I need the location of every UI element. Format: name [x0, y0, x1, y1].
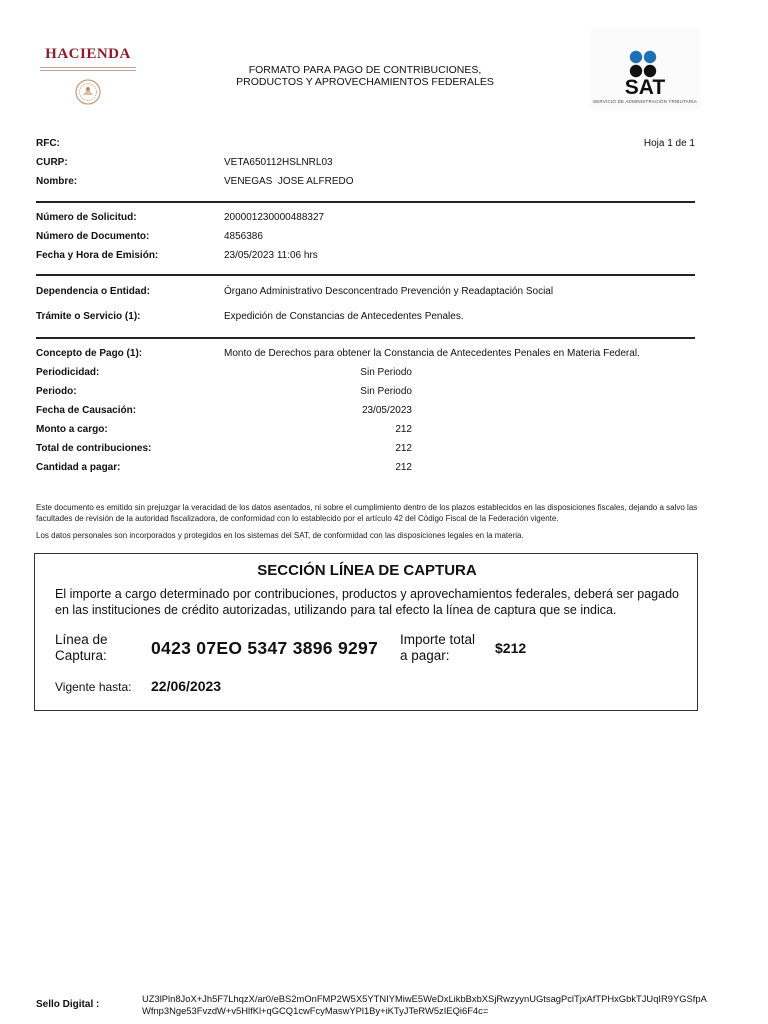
- capture-description: El importe a cargo determinado por contribuciones, productos y aprovechamientos federales, deberá ser pagado en las instituciones de crédito autorizadas, utilizando para tal efecto la línea de captura que se indica.: [55, 587, 679, 617]
- emision-label: Fecha y Hora de Emisión:: [36, 250, 159, 261]
- total-label: Total de contribuciones:: [36, 443, 152, 454]
- monto-label: Monto a cargo:: [36, 424, 108, 435]
- nombre-value: VENEGAS JOSE ALFREDO: [224, 176, 354, 187]
- sat-logo: [590, 28, 700, 110]
- dependencia-value: Órgano Administrativo Desconcentrado Prevención y Readaptación Social: [224, 286, 554, 297]
- curp-value: VETA650112HSLNRL03: [224, 157, 333, 168]
- dependencia-label: Dependencia o Entidad:: [36, 286, 150, 297]
- tramite-label: Trámite o Servicio (1):: [36, 311, 141, 322]
- sat-logo-text: SAT: [624, 76, 666, 99]
- capture-section: [34, 553, 698, 711]
- documento-label: Número de Documento:: [36, 231, 150, 242]
- concepto-value: Monto de Derechos para obtener la Constancia de Antecedentes Penales en Materia Federal.: [224, 348, 640, 359]
- mexico-seal-icon: [74, 78, 102, 106]
- documento-value: 4856386: [224, 231, 263, 242]
- section-divider: [36, 337, 695, 339]
- sat-logo-subtext: SERVICIO DE ADMINISTRACIÓN TRIBUTARIA: [593, 99, 697, 104]
- document-title-line-2: PRODUCTOS Y APROVECHAMIENTOS FEDERALES: [236, 76, 494, 88]
- solicitud-label: Número de Solicitud:: [36, 212, 137, 223]
- vigente-label: Vigente hasta:: [55, 680, 132, 694]
- cantidad-value: 212: [395, 462, 412, 473]
- vigente-value: 22/06/2023: [151, 678, 222, 694]
- nombre-label: Nombre:: [36, 176, 78, 187]
- periodicidad-label: Periodicidad:: [36, 367, 100, 378]
- periodicidad-value: Sin Periodo: [360, 367, 412, 378]
- page-indicator: Hoja 1 de 1: [643, 138, 695, 149]
- causacion-label: Fecha de Causación:: [36, 405, 137, 416]
- linea-captura-label-line-2: Captura:: [55, 648, 107, 663]
- causacion-value: 23/05/2023: [361, 405, 412, 416]
- concepto-label: Concepto de Pago (1):: [36, 348, 143, 359]
- emision-value: 23/05/2023 11:06 hrs: [224, 250, 318, 261]
- hacienda-logo-text: HACIENDA: [45, 46, 131, 62]
- section-divider: [36, 274, 695, 276]
- total-value: 212: [395, 443, 412, 454]
- hacienda-logo: [36, 46, 140, 110]
- rfc-label: RFC:: [36, 138, 60, 149]
- periodo-value: Sin Periodo: [360, 386, 412, 397]
- privacy-note: Los datos personales son incorporados y protegidos en los sistemas del SAT, de conformidad con las disposiciones legales en la materia.: [36, 531, 524, 540]
- linea-captura-label: [55, 632, 108, 664]
- document-title: [200, 64, 530, 88]
- sello-digital-value: UZ3lPln8JoX+Jh5F7LhqzX/ar0/eBS2mOnFMP2W5X5YTNIYMiwE5WeDxLikbBxbXSjRwzyynUGtsagPclTjxAfTPHxGbkTJUqIR9YGSfpAWfnp3Nge53FvzdW+v5HlfKl+qGCQ1cwFcyMaswYPl1By+iKTyJTeRW5zIEQi6F4c=: [142, 993, 707, 1016]
- document-title-line-1: FORMATO PARA PAGO DE CONTRIBUCIONES,: [248, 64, 482, 76]
- importe-total-label: [400, 632, 475, 664]
- tramite-value: Expedición de Constancias de Antecedentes Penales.: [224, 311, 464, 322]
- importe-total-label-line-1: Importe total: [400, 632, 476, 647]
- sello-digital-label: Sello Digital :: [36, 999, 100, 1010]
- periodo-label: Periodo:: [36, 386, 77, 397]
- disclaimer-note: Este documento es emitido sin prejuzgar la veracidad de los datos asentados, ni sobre el cumplimiento dentro de los plazos establecidos en las disposiciones fiscales, dejando a salvo las facultades de revisión de la autoridad fiscalizadora, de conformidad con lo establecido por el artículo 42 del Código Fiscal de la Federación vigente.: [36, 503, 698, 523]
- capture-section-title: SECCIÓN LÍNEA DE CAPTURA: [257, 562, 477, 579]
- hacienda-logo-subtitle-lines: [40, 67, 136, 71]
- linea-captura-value: 0423 07EO 5347 3896 9297: [151, 638, 379, 658]
- monto-value: 212: [395, 424, 412, 435]
- section-divider: [36, 201, 695, 203]
- linea-captura-label-line-1: Línea de: [55, 632, 108, 647]
- importe-total-value: $212: [495, 640, 527, 656]
- cantidad-label: Cantidad a pagar:: [36, 462, 121, 473]
- importe-total-label-line-2: a pagar:: [400, 648, 450, 663]
- curp-label: CURP:: [36, 157, 68, 168]
- solicitud-value: 200001230000488327: [224, 212, 325, 223]
